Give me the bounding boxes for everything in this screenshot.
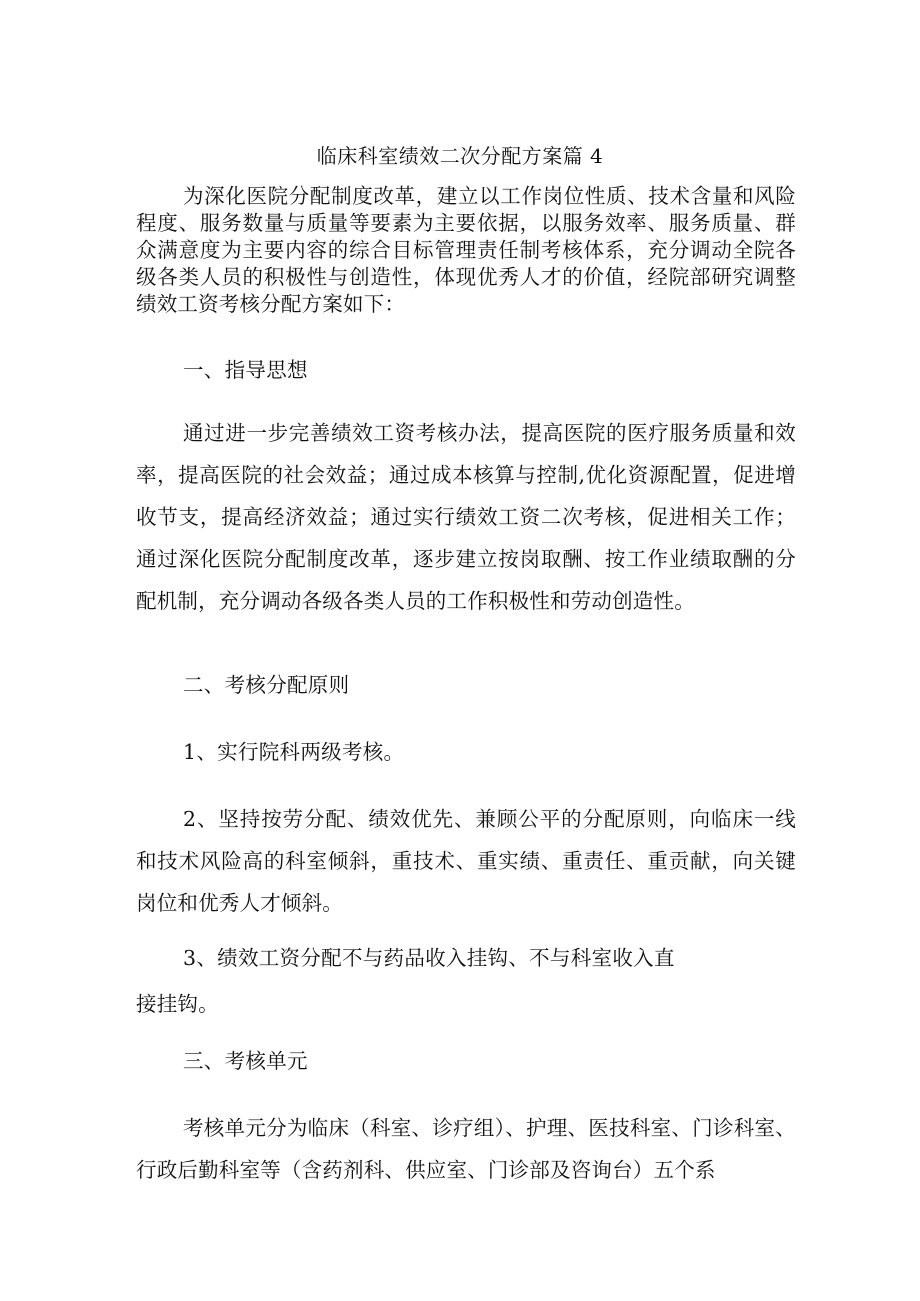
section-paragraph-assessment-units: 考核单元分为临床（科室、诊疗组）、护理、医技科室、门诊科室、行政后勤科室等（含药剂科、供应室、门诊部及咨询台）五个系 xyxy=(136,1116,796,1182)
section-heading-guiding-ideology: 一、指导思想 xyxy=(183,358,308,382)
section-paragraph-guiding-ideology: 通过进一步完善绩效工资考核办法，提高医院的医疗服务质量和效率，提高医院的社会效益；通过成本核算与控制,优化资源配置，促进增收节支，提高经济效益；通过实行绩效工资二次考核，促进相关工作；通过深化医院分配制度改革，逐步建立按岗取酬、按工作业绩取酬的分配机制，充分调动各级各类人员的工作积极性和劳动创造性。 xyxy=(136,421,796,613)
principle-item-2: 2、坚持按劳分配、绩效优先、兼顾公平的分配原则，向临床一线和技术风险高的科室倾斜，重技术、重实绩、重责任、重贡献，向关键岗位和优秀人才倾斜。 xyxy=(136,807,796,915)
document-title: 临床科室绩效二次分配方案篇 4 xyxy=(316,144,604,168)
section-heading-principles: 二、考核分配原则 xyxy=(183,673,350,697)
intro-paragraph: 为深化医院分配制度改革，建立以工作岗位性质、技术含量和风险程度、服务数量与质量等要素为主要依据，以服务效率、服务质量、群众满意度为主要内容的综合目标管理责任制考核体系，充分调动全院各级各类人员的积极性与创造性，体现优秀人才的价值，经院部研究调整绩效工资考核分配方案如下： xyxy=(136,184,796,316)
principle-item-1: 1、实行院科两级考核。 xyxy=(183,740,405,764)
principle-item-3-line-1: 3、绩效工资分配不与药品收入挂钩、不与科室收入直 xyxy=(183,946,675,970)
section-heading-assessment-units: 三、考核单元 xyxy=(183,1049,308,1073)
principle-item-3-line-2: 接挂钩。 xyxy=(136,992,219,1016)
